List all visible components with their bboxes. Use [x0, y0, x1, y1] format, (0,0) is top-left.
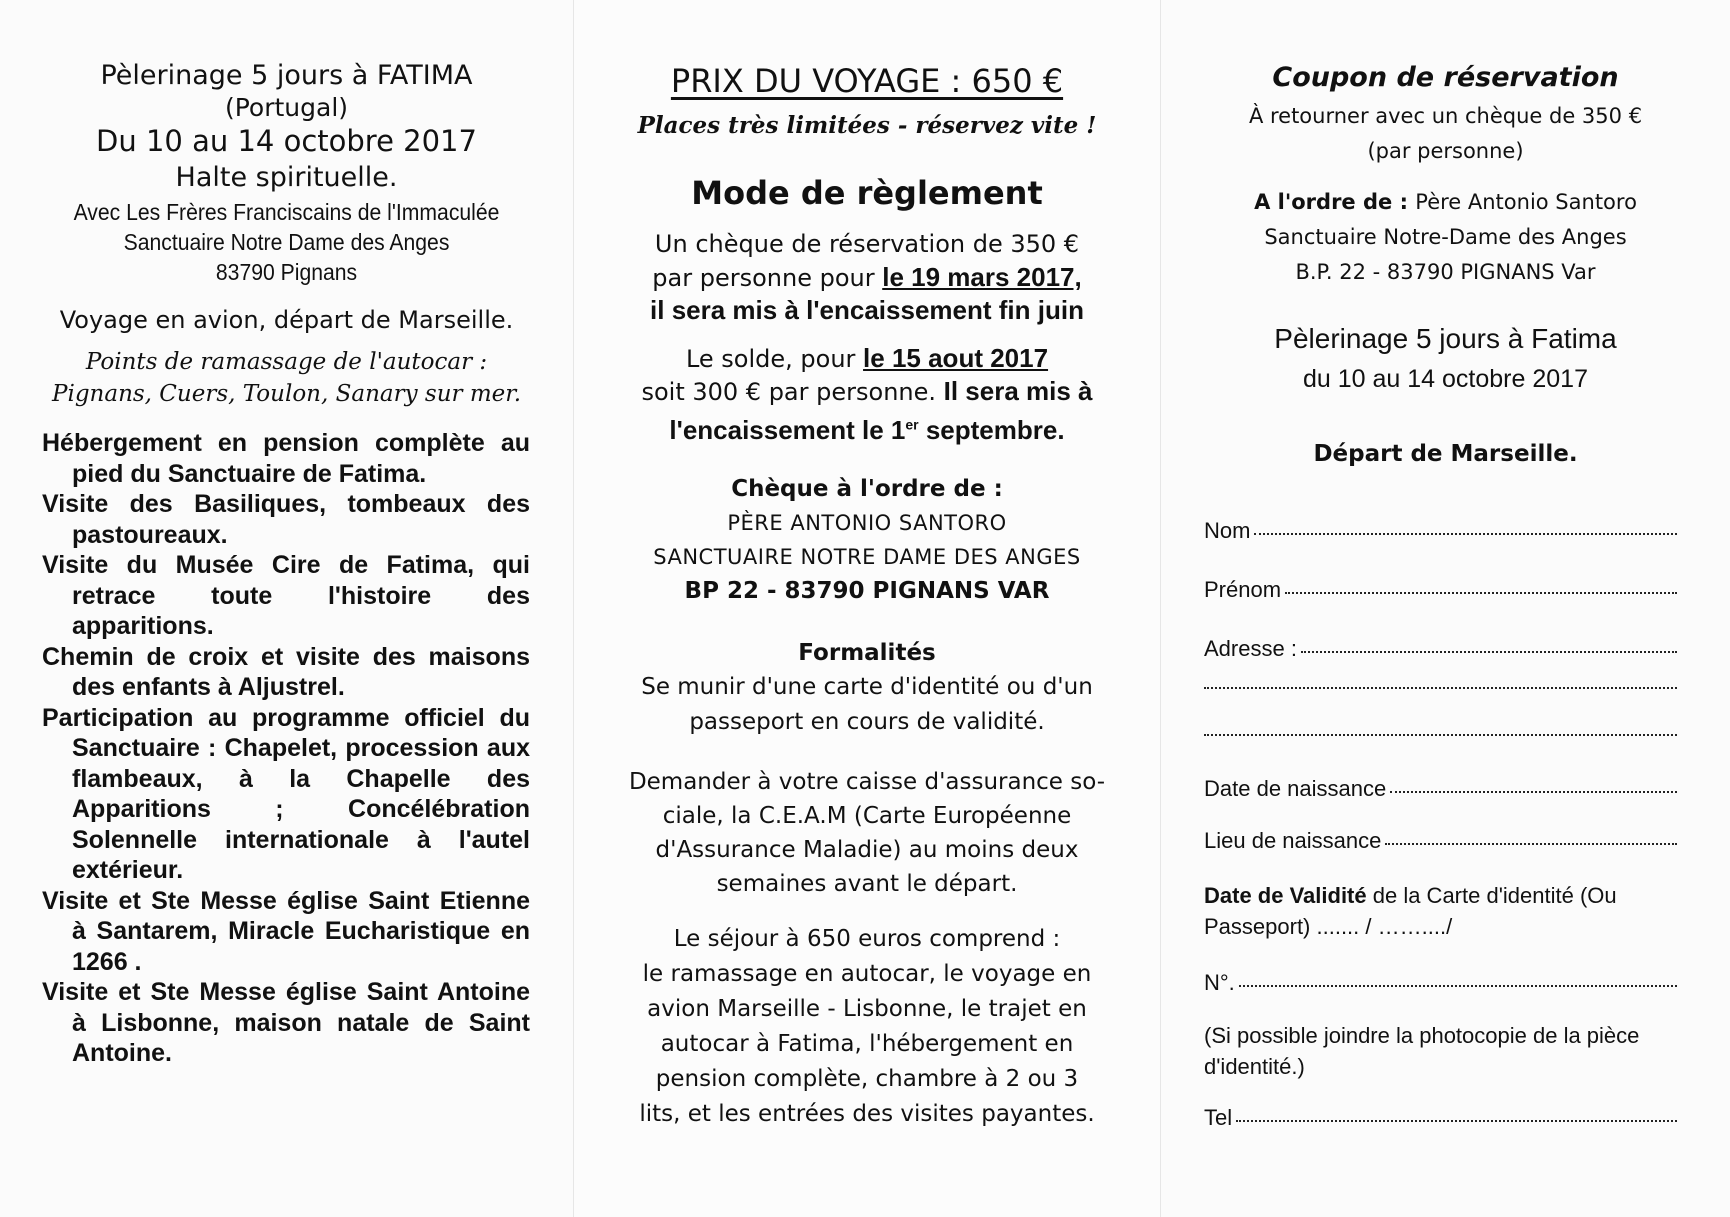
cheque-payee-address: BP 22 - 83790 PIGNANS VAR: [684, 578, 1050, 604]
cheque-payee: PÈRE ANTONIO SANTORO: [727, 511, 1007, 535]
payment-mode-title: Mode de règlement: [691, 174, 1043, 212]
places-notice: Places très limitées - réservez vite !: [637, 112, 1097, 139]
sejour-line: pension complète, chambre à 2 ou 3: [655, 1066, 1079, 1092]
balance-line: soit 300 € par personne. Il sera mis à: [641, 376, 1093, 406]
middle-panel: [573, 0, 1161, 1217]
per-person-note: (par personne): [1367, 139, 1524, 163]
birthdate-field[interactable]: Date de naissance: [1204, 776, 1677, 802]
coupon-departure: Départ de Marseille.: [1313, 441, 1578, 467]
photocopy-note: (Si possible joindre la photocopie de la pièce d'identité.): [1204, 1023, 1640, 1079]
balance-line: Le solde, pour le 15 aout 2017: [685, 343, 1049, 373]
address-field[interactable]: Adresse :: [1204, 636, 1677, 662]
pickup-title: Points de ramassage de l'autocar :: [85, 349, 488, 375]
sejour-line: lits, et les entrées des visites payantes.: [639, 1101, 1095, 1127]
trip-title: Pèlerinage 5 jours à FATIMA: [100, 60, 473, 91]
trip-dates: Du 10 au 14 octobre 2017: [96, 124, 477, 158]
halte-heading: Halte spirituelle.: [175, 162, 398, 193]
list-item: Visite des Basiliques, tombeaux des pastoureaux.: [42, 490, 530, 549]
cheque-line: par personne pour le 19 mars 2017,: [652, 262, 1082, 292]
list-item: Visite et Ste Messe église Saint Etienne à Santarem, Miracle Eucharistique en 1266 .: [42, 886, 530, 976]
reservation-date: le 19 mars 2017,: [882, 262, 1082, 292]
phone-field[interactable]: Tel: [1204, 1105, 1677, 1131]
ceam-line: d'Assurance Maladie) au moins deux: [655, 837, 1079, 863]
id-number-field[interactable]: N°.: [1204, 970, 1677, 996]
cheque-line: Un chèque de réservation de 350 €: [654, 230, 1080, 258]
voyage-line: Voyage en avion, départ de Marseille.: [59, 306, 514, 334]
sejour-line: autocar à Fatima, l'hébergement en: [660, 1031, 1074, 1057]
firstname-field[interactable]: Prénom: [1204, 577, 1677, 603]
address-line-2[interactable]: [1204, 690, 1677, 692]
ceam-line: semaines avant le départ.: [716, 871, 1018, 897]
payee-address: B.P. 22 - 83790 PIGNANS Var: [1295, 260, 1596, 284]
balance-line: l'encaissement le 1er septembre.: [669, 414, 1065, 445]
cheque-line: il sera mis à l'encaissement fin juin: [650, 295, 1084, 325]
coupon-trip-title: Pèlerinage 5 jours à Fatima: [1274, 323, 1617, 354]
postal-line: 83790 Pignans: [215, 259, 358, 285]
address-line-3[interactable]: [1204, 737, 1677, 739]
sejour-line: le ramassage en autocar, le voyage en: [642, 961, 1092, 987]
formalities-title: Formalités: [798, 640, 936, 666]
trip-country: (Portugal): [224, 93, 349, 122]
pickup-places: Pignans, Cuers, Toulon, Sanary sur mer.: [51, 381, 522, 407]
price-heading: PRIX DU VOYAGE : 650 €: [670, 62, 1064, 100]
left-panel: [0, 0, 573, 1217]
name-field[interactable]: Nom: [1204, 518, 1677, 544]
list-item: Participation au programme officiel du Sanctuaire : Chapelet, procession aux flambeaux, à la Chapelle des Apparitions ; Concélébration Solennelle internationale à l'autel extérieur.: [42, 703, 530, 884]
organizer-line: Avec Les Frères Franciscains de l'Immaculée: [73, 199, 500, 225]
cheque-order-title: Chèque à l'ordre de :: [731, 476, 1003, 502]
list-item: Visite et Ste Messe église Saint Antoine à Lisbonne, maison natale de Saint Antoine.: [42, 978, 530, 1067]
ceam-line: Demander à votre caisse d'assurance so-: [628, 769, 1106, 795]
cheque-payee-sanctuary: SANCTUAIRE NOTRE DAME DES ANGES: [653, 545, 1081, 569]
list-item: Chemin de croix et visite des maisons des enfants à Aljustrel.: [42, 642, 530, 701]
list-item: Visite du Musée Cire de Fatima, qui retrace toute l'histoire des apparitions.: [42, 551, 530, 640]
formalities-line: Se munir d'une carte d'identité ou d'un: [641, 674, 1093, 700]
list-item: Hébergement en pension complète au pied du Sanctuaire de Fatima.: [42, 429, 530, 488]
return-instruction: À retourner avec un chèque de 350 €: [1248, 104, 1643, 128]
payee-line: A l'ordre de : Père Antonio Santoro: [1254, 190, 1637, 214]
balance-date: le 15 aout 2017: [863, 343, 1049, 373]
ceam-line: ciale, la C.E.A.M (Carte Européenne: [662, 803, 1072, 829]
coupon-title: Coupon de réservation: [1272, 62, 1619, 93]
sanctuary-line: Sanctuaire Notre Dame des Anges: [123, 229, 450, 255]
id-validity-field[interactable]: Date de Validité de la Carte d'identité (Ou Passeport) ....... / ……..../: [1204, 883, 1617, 939]
program-list: [42, 428, 530, 1069]
payee-sanctuary: Sanctuaire Notre-Dame des Anges: [1264, 225, 1627, 249]
sejour-line: Le séjour à 650 euros comprend :: [673, 926, 1061, 952]
formalities-line: passeport en cours de validité.: [689, 709, 1045, 735]
sejour-line: avion Marseille - Lisbonne, le trajet en: [647, 996, 1087, 1022]
coupon-trip-dates: du 10 au 14 octobre 2017: [1303, 365, 1588, 393]
birthplace-field[interactable]: Lieu de naissance: [1204, 828, 1677, 854]
